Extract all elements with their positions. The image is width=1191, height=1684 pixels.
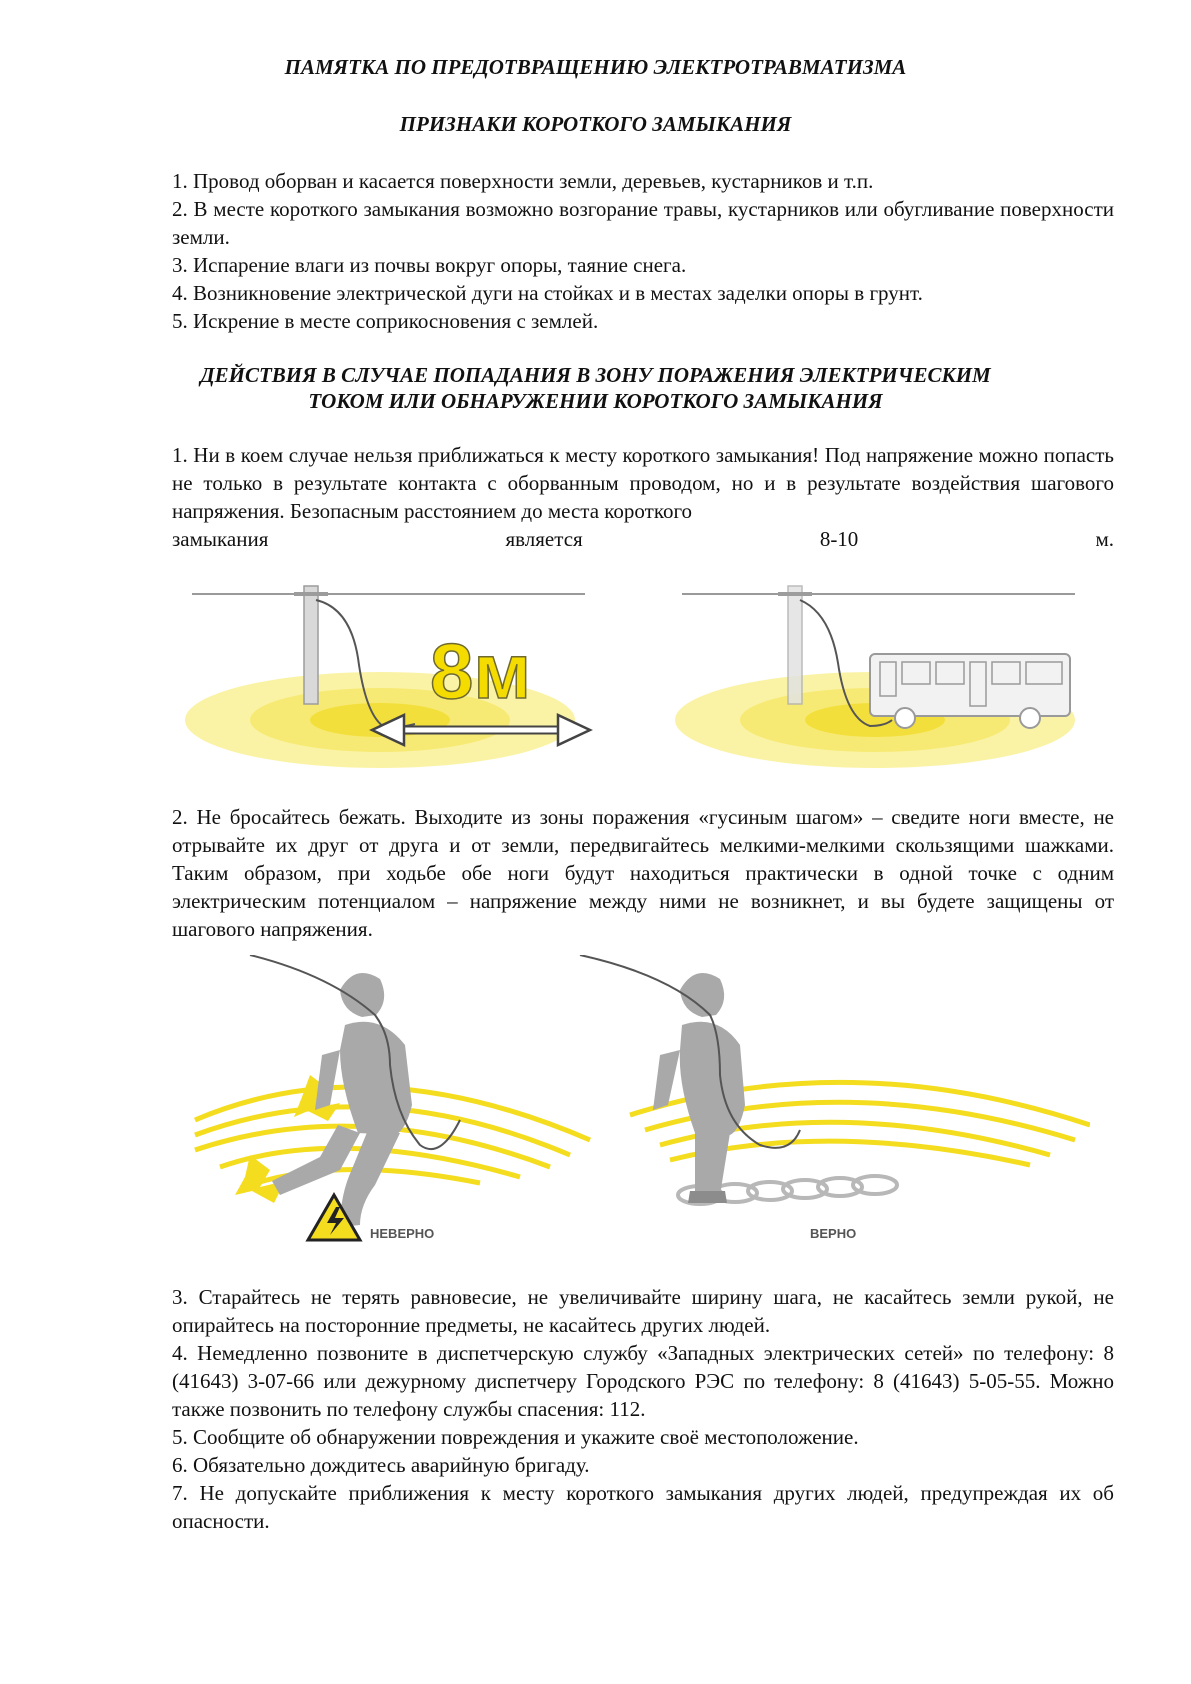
heading-line: ДЕЙСТВИЯ В СЛУЧАЕ ПОПАДАНИЯ В ЗОНУ ПОРАЖЕНИЯ ЭЛЕКТРИЧЕСКИМ [200, 363, 991, 387]
panel-right-step [580, 955, 1090, 1241]
action-item-1 [172, 441, 1114, 553]
list-item: 5. Сообщите об обнаружении повреждения и укажите своё местоположение. [172, 1425, 859, 1449]
document-title: ПАМЯТКА ПО ПРЕДОТВРАЩЕНИЮ ЭЛЕКТРОТРАВМАТИЗМА [284, 55, 907, 79]
distance-label: 8м [430, 627, 532, 715]
list-item: 5. Искрение в месте соприкосновения с землей. [172, 309, 599, 333]
panel-bus [675, 586, 1075, 768]
action-items-rest [172, 1283, 1114, 1535]
list-item: 3. Испарение влаги из почвы вокруг опоры, таяние снега. [172, 253, 687, 277]
list-item: 3. Старайтесь не терять равновесие, не увеличивайте ширину шага, не касайтесь земли рукой, не опирайтесь на посторонние предметы, не касайтесь других людей. [172, 1285, 1114, 1337]
person-running-icon [272, 973, 412, 1227]
tail-word: замыкания [172, 527, 269, 551]
bus-icon [870, 654, 1070, 728]
tail-word: 8-10 [819, 527, 859, 551]
wrong-label: НЕВЕРНО [370, 1226, 435, 1241]
figure-goose-step [190, 955, 1090, 1265]
list-item: 1. Провод оборван и касается поверхности земли, деревьев, кустарников и т.п. [172, 169, 874, 193]
tail-word: м. [1095, 527, 1114, 551]
panel-broken-wire [185, 586, 590, 768]
list-item: 7. Не допускайте приближения к месту короткого замыкания других людей, предупреждая их об опасности. [172, 1481, 1114, 1533]
short-circuit-signs-list [172, 167, 1114, 335]
list-item: 2. В месте короткого замыкания возможно возгорание травы, кустарников или обугливание поверхности земли. [172, 197, 1114, 249]
action-item-2-text: 2. Не бросайтесь бежать. Выходите из зоны поражения «гусиным шагом» – сведите ноги вместе, не отрывайте их друг от друга и от земли, передвигайтесь мелкими-мелкими скользящими шажками. Таким образом, при ходьбе обе ноги будут находиться практически в одной точке с одним электрическим потенциалом – напряжение между ними не возникнет, и вы будете защищены от шагового напряжения. [172, 805, 1114, 941]
figure-danger-zone [180, 578, 1080, 788]
section-heading-actions [0, 362, 1191, 414]
list-item: 4. Немедленно позвоните в диспетчерскую службу «Западных электрических сетей» по телефону: 8 (41643) 3-07-66 или дежурному диспетчеру Городского РЭС по телефону: 8 (41643) 5-05-55. Можно также позвонить по телефону службы спасения: 112. [172, 1341, 1114, 1421]
action-item-1-tail [172, 525, 1114, 553]
tail-word: является [505, 527, 583, 551]
list-item: 4. Возникновение электрической дуги на стойках и в местах заделки опоры в грунт. [172, 281, 923, 305]
right-label: ВЕРНО [810, 1226, 857, 1241]
section-heading-short-circuit-signs: ПРИЗНАКИ КОРОТКОГО ЗАМЫКАНИЯ [399, 112, 792, 136]
action-item-2 [172, 803, 1114, 943]
heading-line: ТОКОМ ИЛИ ОБНАРУЖЕНИИ КОРОТКОГО ЗАМЫКАНИЯ [308, 389, 883, 413]
list-item: 6. Обязательно дождитесь аварийную бригаду. [172, 1453, 590, 1477]
action-item-1-text: 1. Ни в коем случае нельзя приближаться к месту короткого замыкания! Под напряжение можно попасть не только в результате контакта с оборванным проводом, но и в результате воздействия шагового напряжения. Безопасным расстоянием до места короткого [172, 443, 1114, 523]
person-shuffling-icon [653, 973, 745, 1203]
panel-wrong-step [195, 955, 590, 1241]
